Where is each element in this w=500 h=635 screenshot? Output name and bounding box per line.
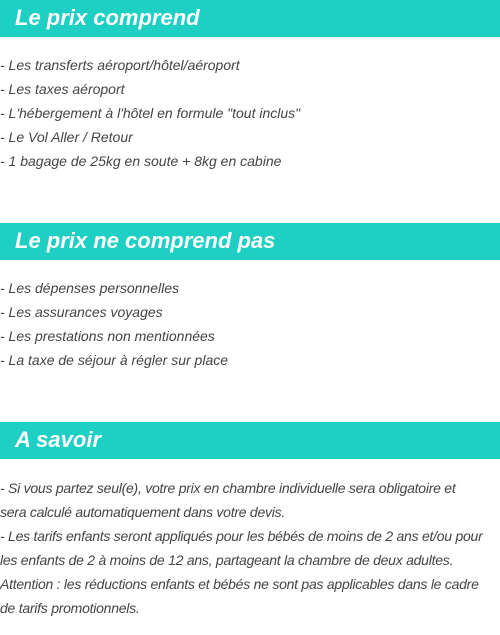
info-paragraph (0, 476, 500, 620)
info-line: de tarifs promotionnels. (0, 600, 140, 616)
excluded-list (0, 276, 500, 372)
list-item: - Le Vol Aller / Retour (0, 129, 133, 145)
list-item: - Les taxes aéroport (0, 81, 125, 97)
section-header-excluded (0, 223, 500, 260)
included-list (0, 53, 500, 173)
list-item: - Les assurances voyages (0, 304, 163, 320)
list-item: - Les dépenses personnelles (0, 280, 180, 296)
list-item: - Les transferts aéroport/hôtel/aéroport (0, 57, 240, 73)
list-item: - L'hébergement à l'hôtel en formule "tout inclus" (0, 105, 301, 121)
info-line: - Si vous partez seul(e), votre prix en chambre individuelle sera obligatoire et (0, 480, 456, 496)
section-header-info (0, 422, 500, 459)
list-item: - 1 bagage de 25kg en soute + 8kg en cabine (0, 153, 282, 169)
section-title-info: A savoir (15, 427, 102, 452)
info-line: les enfants de 2 à moins de 12 ans, partageant la chambre de deux adultes. (0, 552, 454, 568)
info-line: Attention : les réductions enfants et bébés ne sont pas applicables dans le cadre (0, 576, 479, 592)
info-line: - Les tarifs enfants seront appliqués pour les bébés de moins de 2 ans et/ou pour (0, 528, 483, 544)
info-line: sera calculé automatiquement dans votre devis. (0, 504, 285, 520)
section-header-included (0, 0, 500, 37)
list-item: - La taxe de séjour à régler sur place (0, 352, 229, 368)
list-item: - Les prestations non mentionnées (0, 328, 215, 344)
section-title-included: Le prix comprend (15, 5, 200, 30)
section-title-excluded: Le prix ne comprend pas (15, 228, 276, 253)
